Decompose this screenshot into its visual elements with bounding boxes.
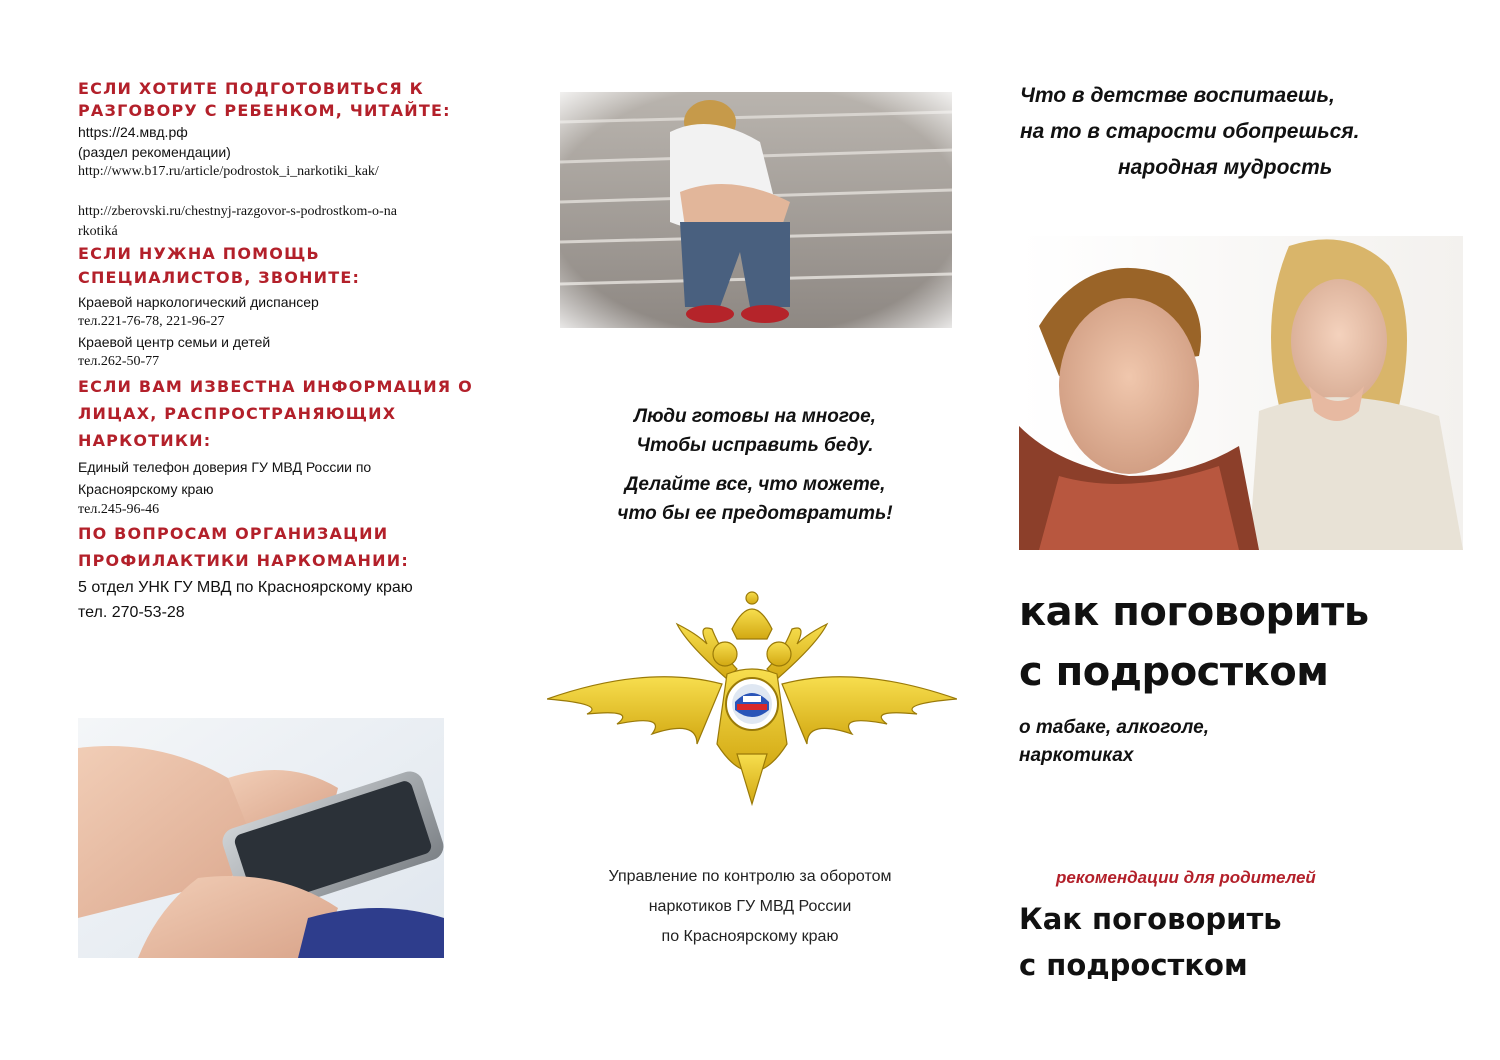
quote2-line2: что бы ее предотвратить!	[617, 503, 893, 524]
bottom-title-line2: с подростком	[1019, 948, 1248, 982]
org-line3: по Красноярскому краю	[661, 928, 839, 945]
contact-hotline-region: Красноярскому краю	[78, 481, 214, 497]
section-heading-report: ЕСЛИ ВАМ ИЗВЕСТНА ИНФОРМАЦИЯ О ЛИЦАХ, РАСПРОСТРАНЯЮЩИХ НАРКОТИКИ:	[78, 377, 473, 450]
link-zberovski[interactable]: http://zberovski.ru/chestnyj-razgovor-s-podrostkom-o-na	[78, 204, 397, 219]
link-note: (раздел рекомендации)	[78, 144, 231, 160]
quote2-line1: Делайте все, что можете,	[624, 474, 886, 495]
subtitle-line2: наркотиках	[1019, 745, 1134, 766]
org-footer	[555, 862, 945, 952]
proverb-line1: Что в детстве воспитаешь,	[1020, 84, 1335, 107]
subtitle	[1019, 714, 1419, 770]
teen-and-mother-photo	[1019, 236, 1463, 550]
bottom-title-line1: Как поговорить	[1019, 902, 1282, 936]
quote-block	[560, 402, 950, 528]
link-mvd[interactable]: https://24.мвд.рф	[78, 124, 188, 140]
phone-family-center: тел.262-50-77	[78, 354, 160, 369]
proverb-line2: на то в старости обопрешься.	[1020, 120, 1360, 143]
recommendation-label: рекомендации для родителей	[1056, 868, 1316, 887]
org-line2: наркотиков ГУ МВД России	[648, 898, 852, 915]
section-heading-reading: ЕСЛИ ХОТИТЕ ПОДГОТОВИТЬСЯ К РАЗГОВОРУ С РЕБЕНКОМ, ЧИТАЙТЕ:	[78, 79, 451, 120]
bottom-title	[1019, 896, 1459, 988]
link-b17[interactable]: http://www.b17.ru/article/podrostok_i_narkotiki_kak/	[78, 164, 379, 179]
link-zberovski-cont[interactable]: rkotiká	[78, 224, 118, 239]
org-line1: Управление по контролю за оборотом	[608, 868, 892, 885]
quote1-line1: Люди готовы на многое,	[634, 406, 876, 427]
main-title-line2: с подростком	[1019, 649, 1329, 695]
phone-narcology: тел.221-76-78, 221-96-27	[78, 314, 225, 329]
contact-hotline: Единый телефон доверия ГУ МВД России по	[78, 459, 372, 475]
section-heading-specialists: ЕСЛИ НУЖНА ПОМОЩЬ СПЕЦИАЛИСТОВ, ЗВОНИТЕ:	[78, 244, 361, 287]
phone-unk: тел. 270-53-28	[78, 604, 185, 621]
proverb-block	[1000, 78, 1440, 186]
contact-narcology: Краевой наркологический диспансер	[78, 294, 319, 310]
contact-unk: 5 отдел УНК ГУ МВД по Красноярскому краю	[78, 579, 413, 596]
quote1-line2: Чтобы исправить беду.	[636, 435, 874, 456]
phone-hotline: тел.245-96-46	[78, 502, 160, 517]
contact-family-center: Краевой центр семьи и детей	[78, 334, 271, 350]
subtitle-line1: о табаке, алкоголе,	[1019, 717, 1209, 738]
main-title-line1: как поговорить	[1019, 589, 1369, 635]
sad-teen-on-stairs-photo	[560, 92, 952, 328]
left-panel	[78, 78, 498, 625]
proverb-attribution: народная мудрость	[1118, 156, 1333, 179]
main-title	[1019, 582, 1459, 702]
section-heading-prevention: ПО ВОПРОСАМ ОРГАНИЗАЦИИ ПРОФИЛАКТИКИ НАРКОМАНИИ:	[78, 524, 409, 570]
phone-in-hands-photo	[78, 718, 444, 958]
mvd-emblem	[547, 584, 957, 808]
